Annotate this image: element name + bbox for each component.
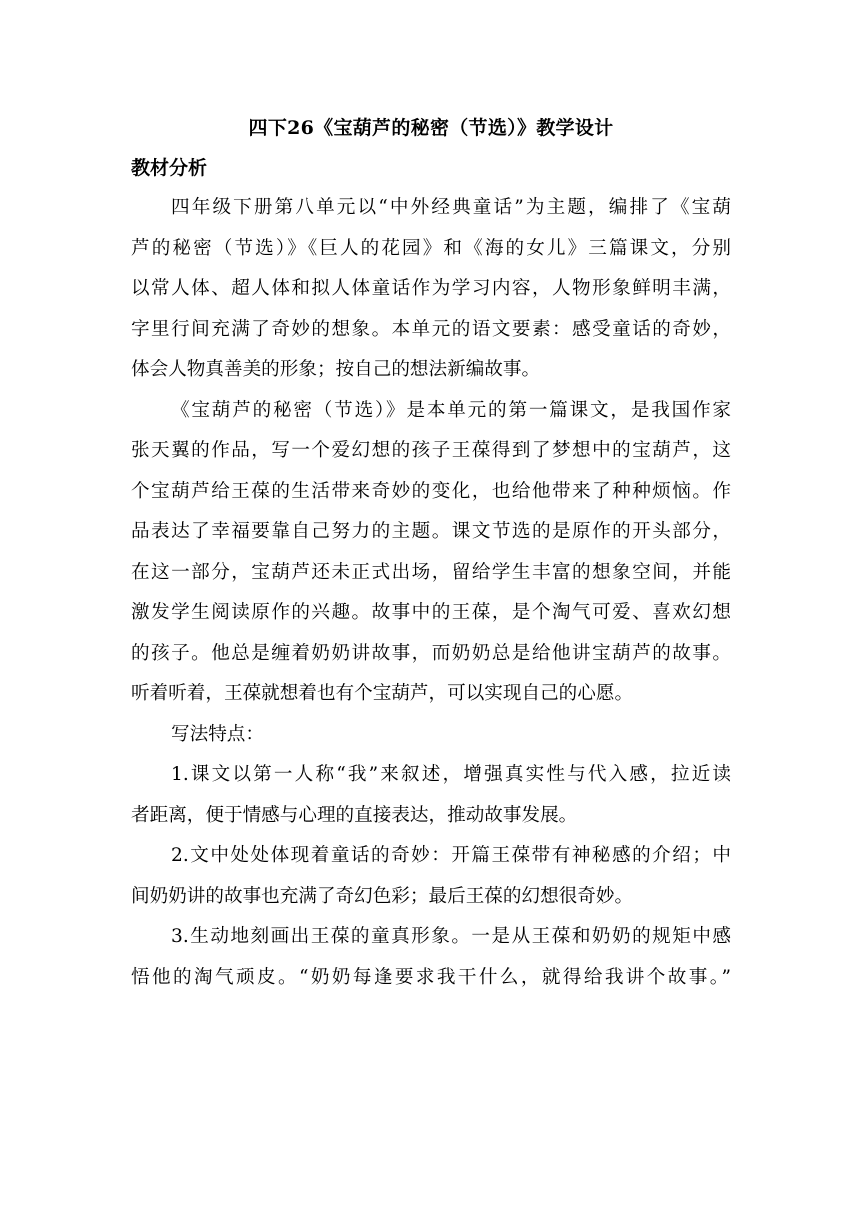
document-body (131, 112, 731, 998)
text-line: 3.生动地刻画出王葆的童真形象。一是从王葆和奶奶的规矩中感 (171, 926, 731, 947)
text-line: 听着听着，王葆就想着也有个宝葫芦，可以实现自己的心愿。 (131, 683, 634, 704)
text-line: 悟他的淘气顽皮。“奶奶每逢要求我干什么，就得给我讲个故事。” (131, 966, 731, 988)
text-line: 张天翼的作品，写一个爱幻想的孩子王葆得到了梦想中的宝葫芦，这 (131, 440, 731, 461)
text-line: 的孩子。他总是缠着奶奶讲故事，而奶奶总是给他讲宝葫芦的故事。 (131, 642, 731, 664)
list-item-feature-2 (131, 836, 731, 917)
paragraph-text-intro (131, 391, 731, 715)
text-line: 四年级下册第八单元以“中外经典童话”为主题，编排了《宝葫 (171, 197, 731, 218)
text-line: 以常人体、超人体和拟人体童话作为学习内容，人物形象鲜明丰满， (131, 278, 731, 299)
text-line: 在这一部分，宝葫芦还未正式出场，留给学生丰富的想象空间，并能 (131, 561, 731, 583)
section-heading: 教材分析 (131, 157, 208, 179)
text-line: 1.课文以第一人称“我”来叙述，增强真实性与代入感，拉近读 (171, 764, 731, 785)
text-line: 间奶奶讲的故事也充满了奇幻色彩；最后王葆的幻想很奇妙。 (131, 885, 634, 907)
list-item-feature-3 (131, 917, 731, 998)
paragraph-unit-overview (131, 188, 731, 391)
text-line: 2.文中处处体现着童话的奇妙：开篇王葆带有神秘感的介绍；中 (171, 845, 731, 866)
text-line: 个宝葫芦给王葆的生活带来奇妙的变化，也给他带来了种种烦恼。作 (131, 480, 731, 502)
paragraph-writing-features-label (131, 715, 731, 756)
text-line: 芦的秘密（节选）》《巨人的花园》和《海的女儿》三篇课文，分别 (131, 237, 731, 259)
text-line: 写法特点： (171, 723, 264, 745)
text-line: 体会人物真善美的形象；按自己的想法新编故事。 (131, 359, 541, 380)
text-line: 字里行间充满了奇妙的想象。本单元的语文要素：感受童话的奇妙， (131, 318, 731, 340)
text-line: 品表达了幸福要靠自己努力的主题。课文节选的是原作的开头部分， (131, 521, 731, 542)
text-line: 《宝葫芦的秘密（节选）》是本单元的第一篇课文，是我国作家 (171, 399, 731, 421)
text-line: 激发学生阅读原作的兴趣。故事中的王葆，是个淘气可爱、喜欢幻想 (131, 602, 731, 623)
list-item-feature-1 (131, 755, 731, 836)
document-title: 四下26《宝葫芦的秘密（节选）》教学设计 (248, 117, 614, 139)
text-line: 者距离，便于情感与心理的直接表达，推动故事发展。 (131, 804, 578, 826)
